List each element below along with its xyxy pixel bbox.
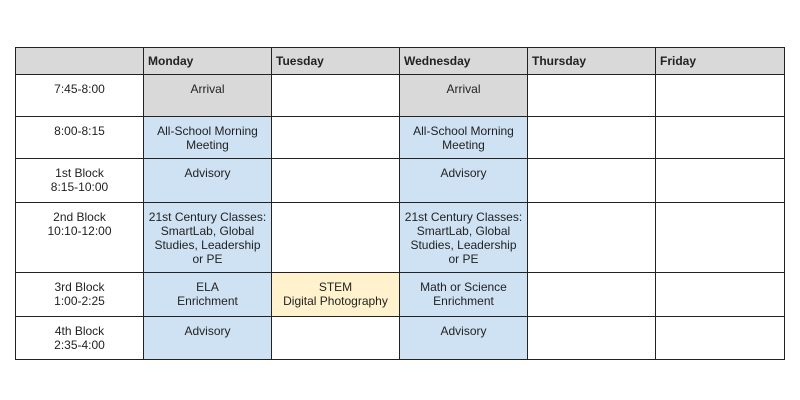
table-row (16, 117, 785, 159)
schedule-cell-friday (656, 273, 785, 317)
time-cell: 8:00-8:15 (16, 117, 144, 159)
time-cell: 3rd Block 1:00-2:25 (16, 273, 144, 317)
schedule-cell-thursday (528, 273, 656, 317)
schedule-cell-wednesday: 21st Century Classes: SmartLab, Global Studies, Leadership or PE (400, 203, 528, 273)
table-row (16, 317, 785, 360)
schedule-cell-tuesday: STEM Digital Photography (272, 273, 400, 317)
time-cell: 1st Block 8:15-10:00 (16, 159, 144, 203)
schedule-cell-tuesday (272, 75, 400, 117)
schedule-cell-monday: Advisory (144, 159, 272, 203)
schedule-cell-wednesday: Advisory (400, 159, 528, 203)
schedule-table (15, 47, 785, 360)
table-row (16, 159, 785, 203)
time-cell: 7:45-8:00 (16, 75, 144, 117)
schedule-cell-friday (656, 317, 785, 360)
schedule-cell-tuesday (272, 317, 400, 360)
header-wednesday: Wednesday (400, 48, 528, 75)
schedule-cell-wednesday: Math or Science Enrichment (400, 273, 528, 317)
schedule-cell-tuesday (272, 117, 400, 159)
schedule-cell-friday (656, 117, 785, 159)
header-corner (16, 48, 144, 75)
time-cell: 4th Block 2:35-4:00 (16, 317, 144, 360)
header-monday: Monday (144, 48, 272, 75)
header-friday: Friday (656, 48, 785, 75)
schedule-cell-monday: ELA Enrichment (144, 273, 272, 317)
schedule-cell-friday (656, 159, 785, 203)
schedule-cell-wednesday: Advisory (400, 317, 528, 360)
schedule-cell-wednesday: All-School Morning Meeting (400, 117, 528, 159)
schedule-cell-wednesday: Arrival (400, 75, 528, 117)
schedule-cell-thursday (528, 159, 656, 203)
schedule-cell-tuesday (272, 159, 400, 203)
schedule-cell-thursday (528, 75, 656, 117)
header-row (16, 48, 785, 75)
header-tuesday: Tuesday (272, 48, 400, 75)
table-row (16, 203, 785, 273)
schedule-cell-thursday (528, 317, 656, 360)
schedule-cell-friday (656, 203, 785, 273)
schedule-cell-thursday (528, 117, 656, 159)
schedule-cell-friday (656, 75, 785, 117)
schedule-cell-tuesday (272, 203, 400, 273)
schedule-cell-monday: 21st Century Classes: SmartLab, Global Studies, Leadership or PE (144, 203, 272, 273)
schedule-cell-thursday (528, 203, 656, 273)
table-row (16, 273, 785, 317)
table-row (16, 75, 785, 117)
header-thursday: Thursday (528, 48, 656, 75)
schedule-cell-monday: Arrival (144, 75, 272, 117)
time-cell: 2nd Block 10:10-12:00 (16, 203, 144, 273)
schedule-cell-monday: Advisory (144, 317, 272, 360)
schedule-cell-monday: All-School Morning Meeting (144, 117, 272, 159)
